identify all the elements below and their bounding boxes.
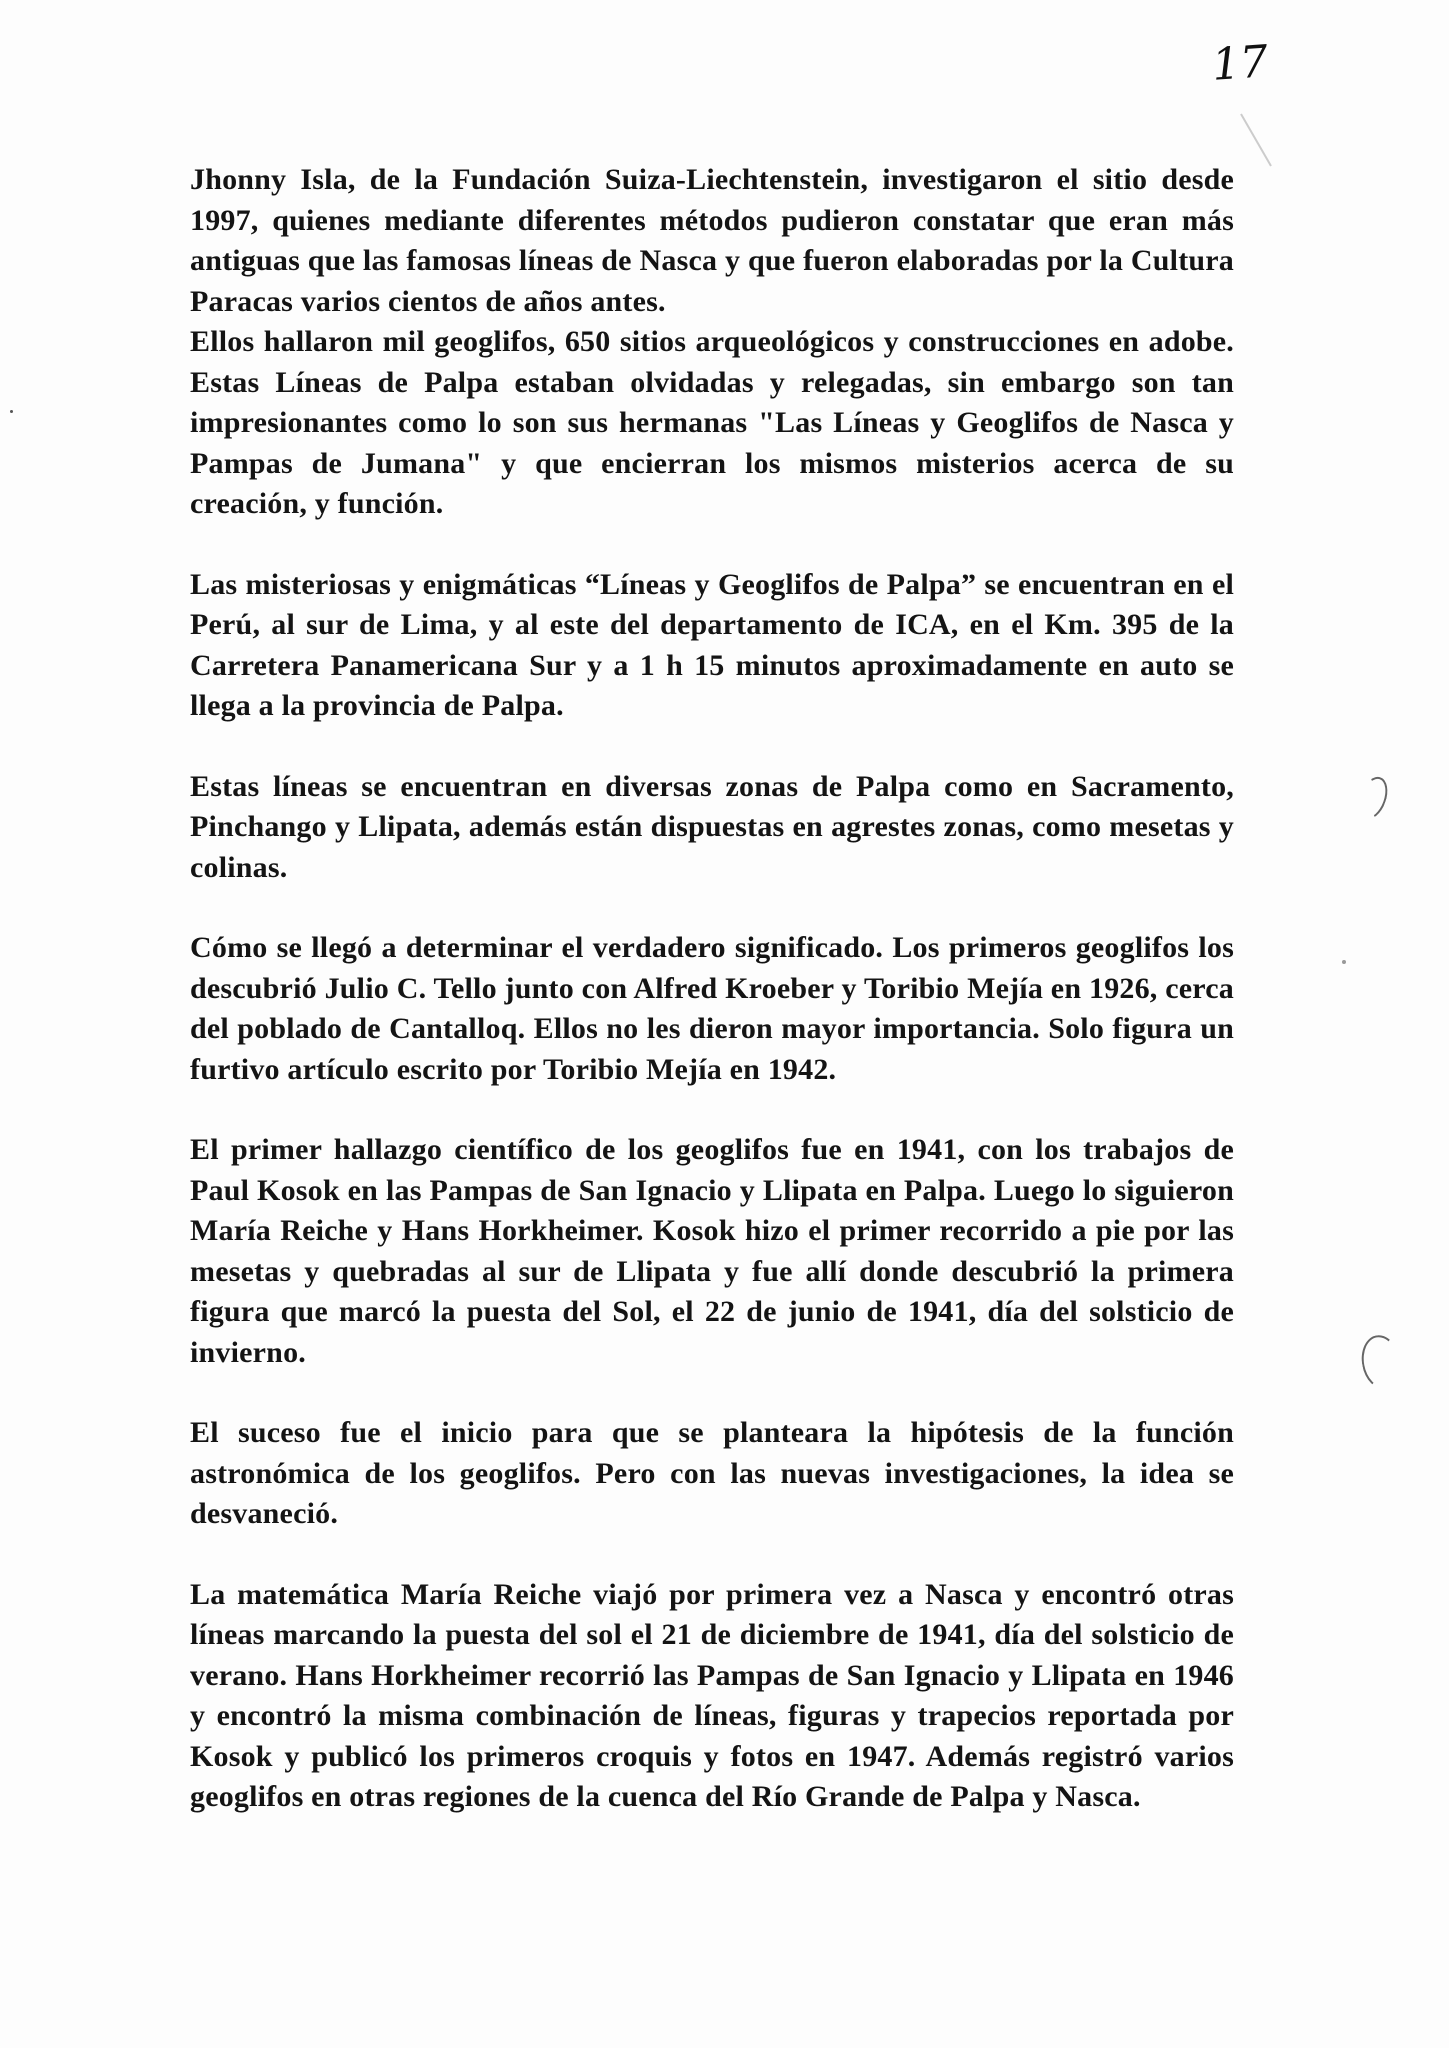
body-text <box>190 160 1234 1858</box>
punch-hole-mark <box>1358 1332 1405 1392</box>
paragraph-8: La matemática María Reiche viajó por primera vez a Nasca y encontró otras líneas marcando la puesta del sol el 21 de diciembre de 1941, día del solsticio de verano. Hans Horkheimer recorrió las Pampas de San Ignacio y Llipata en 1946 y encontró la misma combinación de líneas, figuras y trapecios reportada por Kosok y publicó los primeros croquis y fotos en 1947. Además registró varios geoglifos en otras regiones de la cuenca del Río Grande de Palpa y Nasca. <box>190 1577 1234 1813</box>
punch-hole-mark <box>1353 773 1392 823</box>
paragraph-2: Ellos hallaron mil geoglifos, 650 sitios arqueológicos y construcciones en adobe. Estas Líneas de Palpa estaban olvidadas y relegadas, sin embargo son tan impresionantes como lo son sus hermanas "Las Líneas y Geoglifos de Nasca y Pampas de Jumana" y que encierran los mismos misterios acerca de su creación, y función. <box>190 325 1234 520</box>
paragraph-3: Las misteriosas y enigmáticas “Líneas y Geoglifos de Palpa” se encuentran en el Perú, al sur de Lima, y al este del departamento de ICA, en el Km. 395 de la Carretera Panamericana Sur y a 1 h 15 minutos aproximadamente en auto se llega a la provincia de Palpa. <box>190 567 1234 722</box>
paragraph-6: El primer hallazgo científico de los geoglifos fue en 1941, con los trabajos de Paul Kosok en las Pampas de San Ignacio y Llipata en Palpa. Luego lo siguieron María Reiche y Hans Horkheimer. Kosok hizo el primer recorrido a pie por las mesetas y quebradas al sur de Llipata y fue allí donde descubrió la primera figura que marcó la puesta del Sol, el 22 de junio de 1941, día del solsticio de invierno. <box>190 1133 1234 1369</box>
scan-shadow-line <box>1240 114 1272 167</box>
paragraph-4: Estas líneas se encuentran en diversas zonas de Palpa como en Sacramento, Pinchango y Llipata, además están dispuestas en agrestes zonas, como mesetas y colinas. <box>190 769 1234 884</box>
scan-speck <box>10 410 13 413</box>
paragraph-5: Cómo se llegó a determinar el verdadero significado. Los primeros geoglifos los descubrió Julio C. Tello junto con Alfred Kroeber y Toribio Mejía en 1926, cerca del poblado de Cantalloq. Ellos no les dieron mayor importancia. Solo figura un furtivo artículo escrito por Toribio Mejía en 1942. <box>190 931 1234 1086</box>
paragraph-1: Jhonny Isla, de la Fundación Suiza-Liechtenstein, investigaron el sitio desde 1997, quienes mediante diferentes métodos pudieron constatar que eran más antiguas que las famosas líneas de Nasca y que fueron elaboradas por la Cultura Paracas varios cientos de años antes. <box>190 163 1234 318</box>
scan-speck <box>1342 960 1346 964</box>
handwritten-page-number: 17 <box>1210 36 1270 91</box>
paragraph-7: El suceso fue el inicio para que se planteara la hipótesis de la función astronómica de los geoglifos. Pero con las nuevas investigaciones, la idea se desvaneció. <box>190 1416 1234 1530</box>
